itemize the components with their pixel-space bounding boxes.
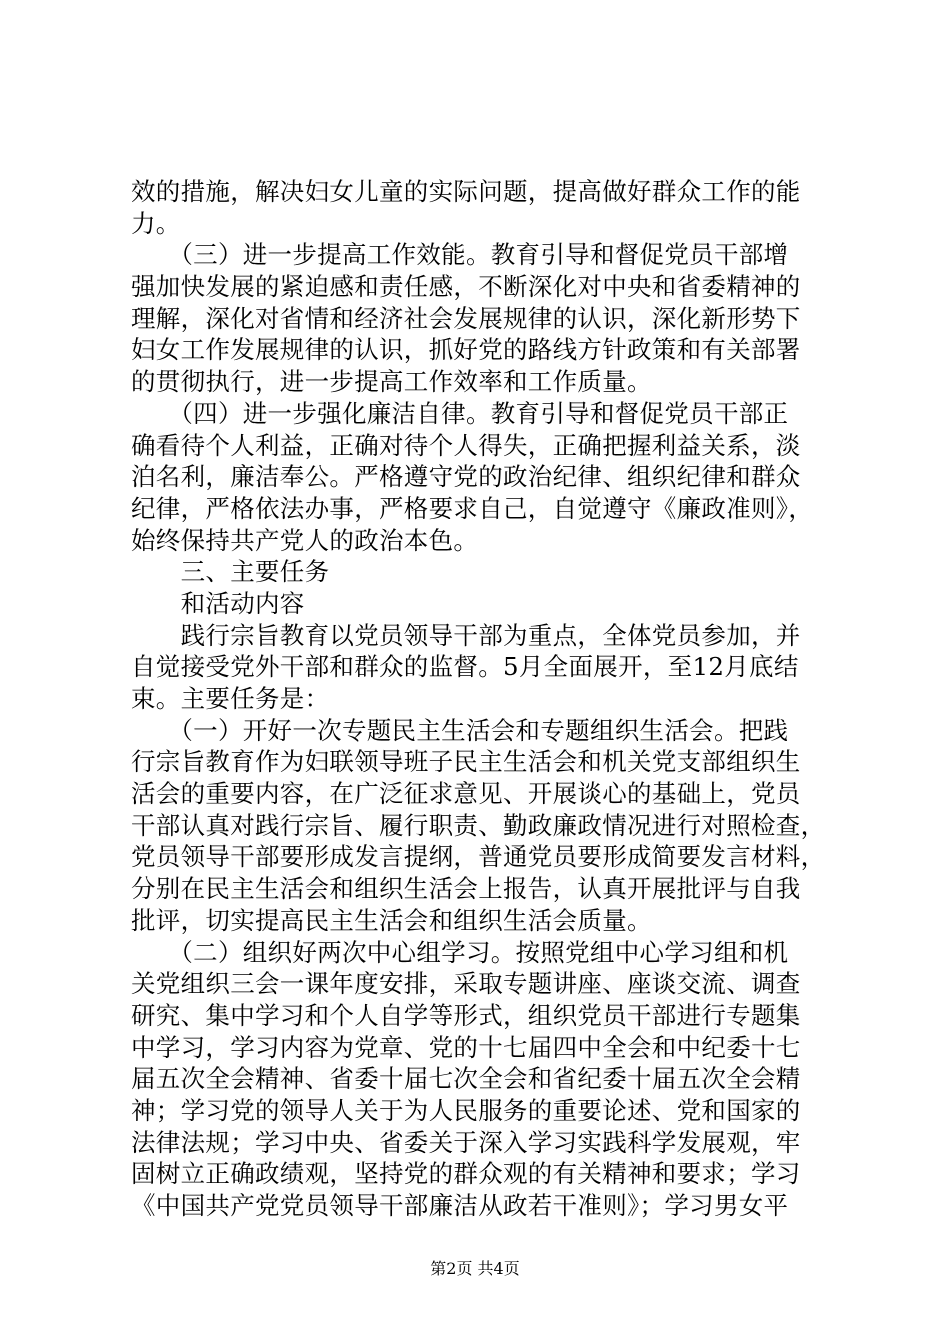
text-line: 研究、集中学习和个人自学等形式，组织党员干部进行专题集 xyxy=(131,1000,801,1030)
text-line: 纪律，严格依法办事，严格要求自己，自觉遵守《廉政准则》， xyxy=(131,493,814,523)
text-line: 和活动内容 xyxy=(131,588,305,618)
text-line: 届五次全会精神、省委十届七次全会和省纪委十届五次全会精 xyxy=(131,1064,801,1094)
text-line: 效的措施，解决妇女儿童的实际问题，提高做好群众工作的能 xyxy=(131,177,801,206)
text-line: 神；学习党的领导人关于为人民服务的重要论述、党和国家的 xyxy=(131,1095,801,1125)
text-line: 批评，切实提高民主生活会和组织生活会质量。 xyxy=(131,905,652,935)
text-line: 三、主要任务 xyxy=(131,557,330,587)
text-line: 活会的重要内容，在广泛征求意见、开展谈心的基础上，党员 xyxy=(131,779,801,809)
text-line: 妇女工作发展规律的认识，抓好党的路线方针政策和有关部署 xyxy=(131,335,801,365)
page-footer: 第2页 共4页 xyxy=(430,1259,520,1278)
text-line: 法律法规；学习中央、省委关于深入学习实践科学发展观，牢 xyxy=(131,1127,801,1157)
text-line: 干部认真对践行宗旨、履行职责、勤政廉政情况进行对照检查， xyxy=(131,810,826,840)
text-line: 自觉接受党外干部和群众的监督。5月全面展开，至12月底结 xyxy=(131,652,799,682)
text-line: （一）开好一次专题民主生活会和专题组织生活会。把践 xyxy=(131,715,789,745)
text-line: 行宗旨教育作为妇联领导班子民主生活会和机关党支部组织生 xyxy=(131,747,801,777)
text-line: 关党组织三会一课年度安排，采取专题讲座、座谈交流、调查 xyxy=(131,969,801,999)
text-line: 分别在民主生活会和组织生活会上报告，认真开展批评与自我 xyxy=(131,874,801,904)
text-line: 践行宗旨教育以党员领导干部为重点，全体党员参加，并 xyxy=(131,620,801,650)
text-line: 中学习，学习内容为党章、党的十七届四中全会和中纪委十七 xyxy=(131,1032,801,1062)
text-line: （三）进一步提高工作效能。教育引导和督促党员干部增 xyxy=(131,240,789,270)
text-line: 力。 xyxy=(131,208,181,238)
text-line: 泊名利，廉洁奉公。严格遵守党的政治纪律、组织纪律和群众 xyxy=(131,462,801,492)
body-text xyxy=(131,176,843,1222)
text-line: 始终保持共产党人的政治本色。 xyxy=(131,525,479,555)
text-line: 束。主要任务是： xyxy=(131,684,330,713)
text-line: 强加快发展的紧迫感和责任感，不断深化对中央和省委精神的 xyxy=(131,272,801,302)
text-line: 理解，深化对省情和经济社会发展规律的认识，深化新形势下 xyxy=(131,303,801,333)
text-line: 《中国共产党党员领导干部廉洁从政若干准则》；学习男女平 xyxy=(131,1191,789,1220)
text-line: 党员领导干部要形成发言提纲，普通党员要形成简要发言材料， xyxy=(131,842,826,872)
text-line: （四）进一步强化廉洁自律。教育引导和督促党员干部正 xyxy=(131,398,789,428)
text-line: 固树立正确政绩观，坚持党的群众观的有关精神和要求；学习 xyxy=(131,1159,801,1189)
text-line: 确看待个人利益，正确对待个人得失，正确把握利益关系，淡 xyxy=(131,430,801,460)
text-line: 的贯彻执行，进一步提高工作效率和工作质量。 xyxy=(131,367,652,397)
text-line: （二）组织好两次中心组学习。按照党组中心学习组和机 xyxy=(131,937,789,967)
